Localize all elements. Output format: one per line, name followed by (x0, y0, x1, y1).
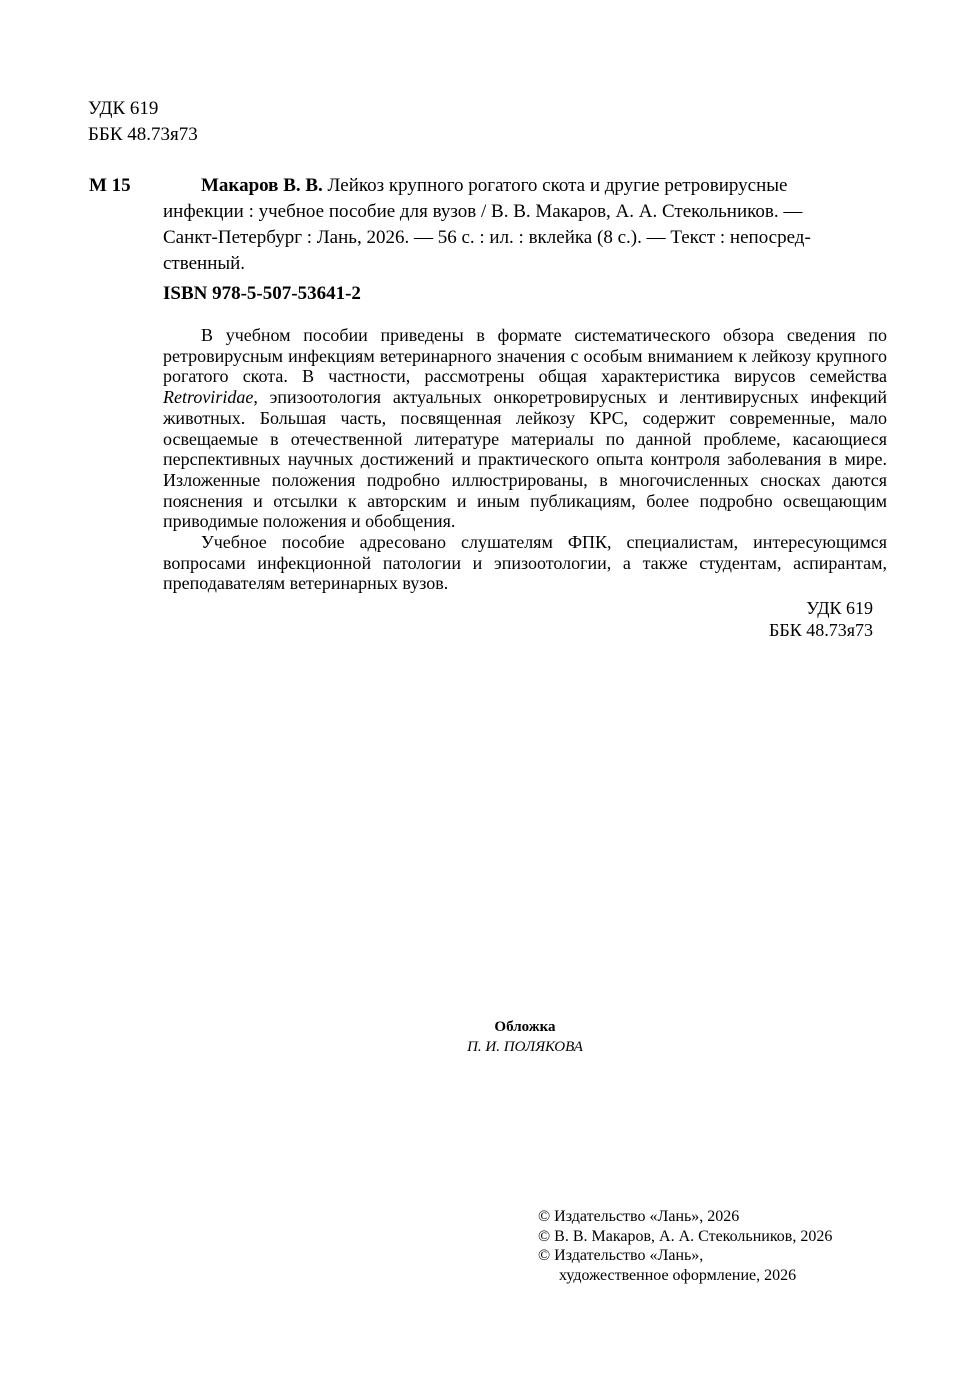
bbk-code: ББК 48.73я73 (88, 124, 198, 145)
bbk-code-bottom: ББК 48.73я73 (769, 620, 873, 640)
copyright-line-1: © Издательство «Лань», 2026 (538, 1208, 740, 1225)
cover-heading: Обложка (494, 1019, 556, 1035)
copyright-line-4: художественное оформление, 2026 (559, 1266, 797, 1284)
biblio-line-1 (163, 173, 887, 199)
copyright-line-2: © В. В. Макаров, А. А. Стекольников, 2026 (538, 1227, 833, 1245)
biblio-author: Макаров В. В. (201, 175, 323, 196)
biblio-line-4: ственный. (163, 253, 246, 274)
abstract-paragraph-2: Учебное пособие адресовано слушателям ФПК, специалистам, интересующимся вопросами инфекционной патологии и эпизоотологии, а также студентам, аспирантам, преподавателям ветеринарных вузов. (163, 532, 887, 594)
classification-codes-bottom (769, 597, 873, 641)
bibliographic-record (163, 173, 887, 277)
abstract-p1-start: В учебном пособии приведены в формате систематического обзора сведения по ретровирусным инфекциям ветеринарного значения с особым вниманием к лейкозу крупного рогатого скота. В частности, рассмотрены общая характеристика вирусов семейства (163, 325, 887, 387)
cover-credit (0, 1017, 976, 1057)
biblio-line-3: Санкт-Петербург : Лань, 2026. — 56 с. : ил. : вклейка (8 с.). — Текст : непосред- (163, 227, 811, 248)
abstract-p1-end: , эпизоотология актуальных онкоретровирусных и лентивирусных инфекций животных. Большая часть, посвященная лейкозу КРС, содержит современные, мало освещаемые в отечественной литературе материалы по данной проблеме, касающиеся перспективных научных достижений и практического опыта контроля заболевания в мире. Изложенные положения подробно иллюстрированы, в многочисленных сносках даются пояснения и отсылки к авторским и иным публикациям, более подробно освещающим приводимые положения и обобщения. (163, 387, 887, 532)
biblio-line-2: инфекции : учебное пособие для вузов / В. В. Макаров, А. А. Стекольников. — (163, 201, 803, 222)
biblio-title: Лейкоз крупного рогатого скота и другие ретровирусные (322, 175, 788, 196)
abstract-paragraph-1 (163, 325, 887, 532)
copyright-block (538, 1207, 832, 1285)
udk-code: УДК 619 (88, 98, 159, 119)
classification-codes-top (88, 96, 198, 148)
cover-designer: П. И. ПОЛЯКОВА (467, 1039, 583, 1055)
author-sign: М 15 (89, 175, 131, 196)
abstract (163, 325, 887, 594)
copyright-line-3: © Издательство «Лань», (538, 1247, 704, 1264)
abstract-family-name: Retroviridae (163, 387, 254, 408)
isbn: ISBN 978-5-507-53641-2 (163, 283, 361, 304)
udk-code-bottom: УДК 619 (806, 598, 873, 618)
